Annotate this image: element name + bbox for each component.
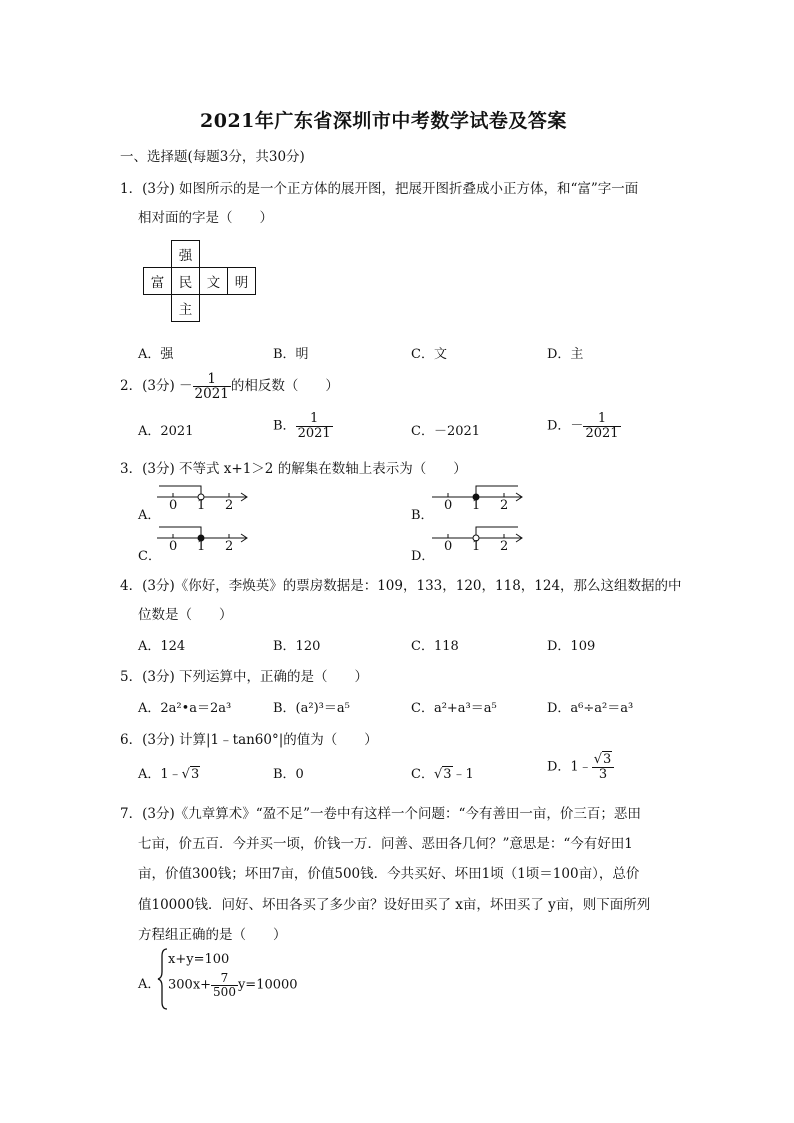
q1-text-line2: 相对面的字是（ ） <box>138 210 273 226</box>
q3-d-tick-0: 0 <box>444 539 453 554</box>
q3-a-tick-1: 1 <box>197 498 206 513</box>
q2-option-b-num: 1 <box>296 412 333 427</box>
q2-text <box>120 372 339 401</box>
q7-equation-2 <box>168 972 298 998</box>
q2-option-d-num: 1 <box>583 412 620 427</box>
sqrt-icon: √ <box>433 767 443 782</box>
section-heading: 一、选择题(每题3分，共30分) <box>120 149 305 165</box>
sqrt-icon: √ <box>181 767 190 782</box>
q6-text: 6．(3分) 计算|1﹣tan60°|的值为（ ） <box>120 732 378 748</box>
q4-option-d[interactable]: D．109 <box>547 639 596 654</box>
q3-a-tick-0: 0 <box>169 498 178 513</box>
q6-option-a[interactable] <box>138 763 200 782</box>
q3-d-tick-1: 1 <box>472 539 481 554</box>
q4-option-b[interactable]: B．120 <box>273 639 321 654</box>
q7-text-line2: 七亩，价五百．今并买一顷，价钱一万．问善、恶田各几何？”意思是：“今有好田1 <box>138 836 633 852</box>
q2-option-b-den: 2021 <box>297 425 331 441</box>
q3-a-tick-2: 2 <box>225 498 234 513</box>
q3-text: 3．(3分) 不等式 x+1＞2 的解集在数轴上表示为（ ） <box>120 461 467 477</box>
q3-option-c-label[interactable]: C． <box>138 549 161 564</box>
q5-option-a[interactable]: A．2a²•a＝2a³ <box>138 701 232 716</box>
sqrt-icon: √ <box>593 752 602 767</box>
q7-eq2-suffix: y=10000 <box>237 977 298 993</box>
q6-option-a-prefix: A．1﹣ <box>138 767 182 782</box>
q3-c-tick-1: 1 <box>197 539 206 554</box>
q2-option-b[interactable] <box>273 412 333 440</box>
q3-c-tick-0: 0 <box>169 539 178 554</box>
net-cell-right2: 明 <box>228 268 256 295</box>
q5-option-c[interactable]: C．a²+a³＝a⁵ <box>411 701 497 716</box>
q3-b-tick-2: 2 <box>500 498 509 513</box>
q3-b-tick-0: 0 <box>444 498 453 513</box>
q1-option-d[interactable]: D．主 <box>547 347 584 362</box>
q2-frac-den: 2021 <box>194 386 229 403</box>
net-cell-left: 富 <box>144 268 172 295</box>
net-cell-right1: 文 <box>200 268 228 295</box>
q5-option-d[interactable]: D．a⁶÷a²＝a³ <box>547 701 634 716</box>
q6-option-d-prefix: D．1﹣ <box>547 759 592 775</box>
q7-equation-1: x+y=100 <box>168 952 230 967</box>
q3-option-b-label[interactable]: B． <box>411 508 434 523</box>
net-cell-bottom: 主 <box>172 295 200 322</box>
q2-option-a[interactable]: A．2021 <box>138 424 194 439</box>
q6-option-a-radicand: 3 <box>190 767 200 782</box>
q5-option-b[interactable]: B．(a²)³＝a⁵ <box>273 701 350 716</box>
q1-option-b[interactable]: B．明 <box>273 347 309 362</box>
q1-option-a[interactable]: A．强 <box>138 347 174 362</box>
q7-option-a-label[interactable]: A． <box>138 977 161 992</box>
q5-text: 5．(3分) 下列运算中，正确的是（ ） <box>120 669 369 685</box>
q6-option-b[interactable]: B．0 <box>273 767 304 782</box>
q6-option-c[interactable] <box>411 763 474 782</box>
q2-option-d-den: 2021 <box>585 425 619 441</box>
q2-option-c[interactable]: C．－2021 <box>411 424 481 439</box>
cube-net <box>143 240 256 322</box>
q2-option-b-label: B． <box>273 418 296 434</box>
q6-option-d[interactable] <box>547 753 614 781</box>
q1-text-line1: 1．(3分) 如图所示的是一个正方体的展开图，把展开图折叠成小正方体，和“富”字一面 <box>120 181 639 197</box>
q6-option-c-prefix: C． <box>411 767 434 782</box>
q2-option-d[interactable] <box>547 412 621 440</box>
net-cell-center: 民 <box>172 268 200 295</box>
q2-fraction <box>193 372 231 401</box>
q7-text-line3: 亩，价值300钱；坏田7亩，价值500钱．今共买好、坏田1顷（1顷＝100亩），总价 <box>138 866 640 882</box>
q7-eq2-den: 500 <box>213 984 236 999</box>
q3-b-tick-1: 1 <box>472 498 481 513</box>
q3-d-tick-2: 2 <box>500 539 509 554</box>
q6-option-c-radicand: 3 <box>443 767 452 782</box>
q2-suffix: 的相反数（ ） <box>230 378 339 395</box>
q7-text-line5: 方程组正确的是（ ） <box>138 927 287 943</box>
q7-eq2-num: 7 <box>211 972 238 986</box>
q1-option-c[interactable]: C．文 <box>411 347 447 362</box>
q3-option-a-label[interactable]: A． <box>138 508 161 523</box>
q2-option-d-label: D．－ <box>547 418 584 434</box>
q7-text-line1: 7．(3分)《九章算术》“盈不足”一卷中有这样一个问题：“今有善田一亩，价三百；恶田 <box>120 806 641 822</box>
q4-text-line2: 位数是（ ） <box>138 607 233 623</box>
q4-option-a[interactable]: A．124 <box>138 639 186 654</box>
q7-eq2-prefix: 300x+ <box>168 977 212 993</box>
q2-frac-num: 1 <box>193 372 231 387</box>
q6-option-d-den: 3 <box>598 766 608 782</box>
q3-option-d-label[interactable]: D． <box>411 549 435 564</box>
q6-option-d-radicand: 3 <box>603 752 612 767</box>
q7-text-line4: 值10000钱．问好、坏田各买了多少亩？设好田买了 x亩，坏田买了 y亩，则下面所列 <box>138 897 651 913</box>
page-title: 2021年广东省深圳市中考数学试卷及答案 <box>200 110 567 132</box>
net-cell-top: 强 <box>172 241 200 268</box>
q2-prefix: 2．(3分) － <box>120 378 193 395</box>
q3-c-tick-2: 2 <box>225 539 234 554</box>
q4-text-line1: 4．(3分)《你好，李焕英》的票房数据是：109，133，120，118，124，那么这组数据的中 <box>120 578 682 594</box>
q6-option-c-suffix: ﹣1 <box>452 767 474 782</box>
q4-option-c[interactable]: C．118 <box>411 639 459 654</box>
